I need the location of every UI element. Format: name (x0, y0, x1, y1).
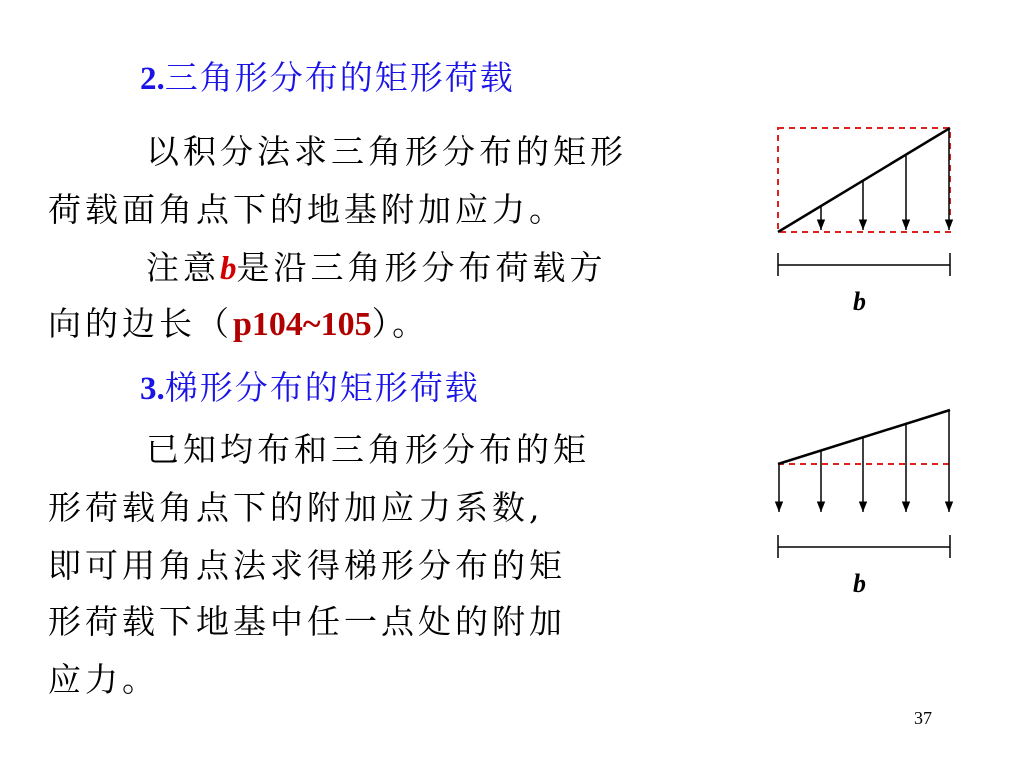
section-2-title: 三角形分布的矩形荷载 (164, 58, 515, 97)
page-reference: p104~105 (233, 306, 372, 343)
para1-line2: 荷载面角点下的地基附加应力。 (48, 190, 566, 229)
para2-text-post: 是沿三角形分布荷载方 (236, 248, 607, 287)
figure-1-dimension-label: b (853, 287, 866, 316)
section3-line-3: 即可用角点法求得梯形分布的矩 (48, 546, 566, 585)
section-3-title: 梯形分布的矩形荷载 (164, 368, 480, 407)
variable-b: b (220, 251, 237, 287)
para2-line2-pre: 向的边长（ (48, 304, 233, 343)
trapezoidal-load-diagram (778, 410, 950, 558)
section3-line-1: 已知均布和三角形分布的矩 (146, 430, 590, 469)
para2-line2-post: ）。 (371, 304, 430, 343)
section3-line-5: 应力。 (48, 660, 159, 699)
section-2-number: 2. (140, 61, 165, 97)
section3-line-2: 形荷载角点下的附加应力系数, (48, 488, 544, 527)
para2-text-pre: 注意 (146, 248, 220, 287)
triangular-load-diagram (778, 128, 950, 276)
section3-line-4: 形荷载下地基中任一点处的附加 (48, 602, 566, 641)
trapezoid-top-edge (778, 410, 950, 464)
figure-2-dimension-label: b (853, 569, 866, 598)
triangle-hypotenuse (778, 128, 950, 232)
section-3-number: 3. (140, 371, 165, 407)
page-number: 37 (914, 708, 932, 728)
para1-line1: 以积分法求三角形分布的矩形 (146, 132, 627, 171)
